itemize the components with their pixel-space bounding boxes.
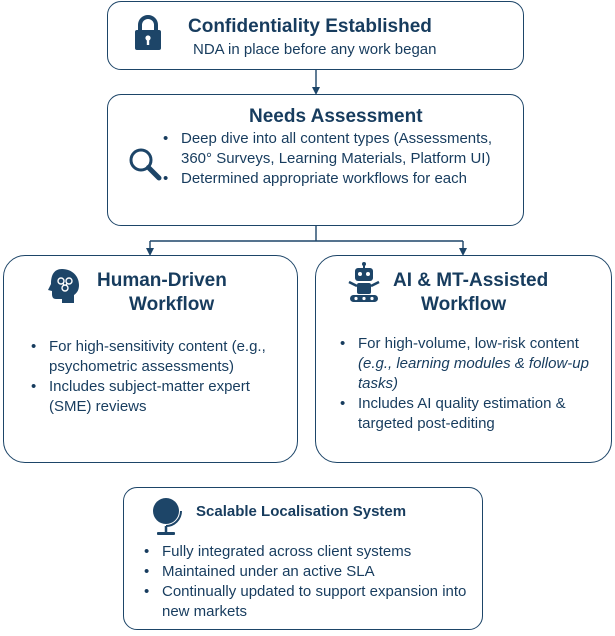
scalable-localisation-box — [123, 487, 483, 630]
globe-icon — [148, 495, 184, 537]
needs-assessment-list — [161, 129, 501, 189]
ai-mt-title-line2: Workflow — [421, 294, 507, 315]
needs-assessment-box — [107, 94, 524, 226]
list-item: • Fully integrated across client systems — [142, 542, 472, 562]
list-item: • Continually updated to support expansion into new markets — [142, 582, 472, 622]
confidentiality-box — [107, 1, 524, 70]
list-item: • For high-sensitivity content (e.g., psychometric assessments) — [29, 337, 274, 377]
needs-assessment-title: Needs Assessment — [249, 106, 423, 127]
human-driven-box — [3, 255, 298, 463]
list-item: • Includes subject-matter expert (SME) reviews — [29, 377, 274, 417]
brain-head-icon — [41, 266, 83, 308]
human-driven-title-line2: Workflow — [129, 294, 215, 315]
list-item: • Includes AI quality estimation & targeted post-editing — [338, 394, 596, 434]
robot-icon — [346, 262, 382, 304]
human-driven-title-line1: Human-Driven — [97, 270, 227, 291]
human-driven-list — [29, 337, 274, 417]
ai-mt-title-line1: AI & MT-Assisted — [393, 270, 549, 291]
ai-mt-list — [338, 334, 596, 434]
list-item: • Maintained under an active SLA — [142, 562, 472, 582]
list-item: • Deep dive into all content types (Assessments, 360° Surveys, Learning Materials, Platform UI) — [161, 129, 501, 169]
ai-mt-item1-italic: (e.g., learning modules & follow-up tasks) — [358, 355, 589, 392]
lock-icon — [133, 14, 163, 52]
confidentiality-subtitle: NDA in place before any work began — [193, 41, 437, 58]
confidentiality-title: Confidentiality Established — [188, 16, 432, 37]
list-item — [338, 334, 596, 394]
ai-mt-item1-main: For high-volume, low-risk content — [358, 335, 579, 352]
ai-mt-box — [315, 255, 612, 463]
scalable-localisation-title: Scalable Localisation System — [196, 503, 407, 520]
magnifier-icon — [128, 147, 162, 181]
list-item: • Determined appropriate workflows for each — [161, 169, 501, 189]
scalable-localisation-list — [142, 542, 472, 622]
